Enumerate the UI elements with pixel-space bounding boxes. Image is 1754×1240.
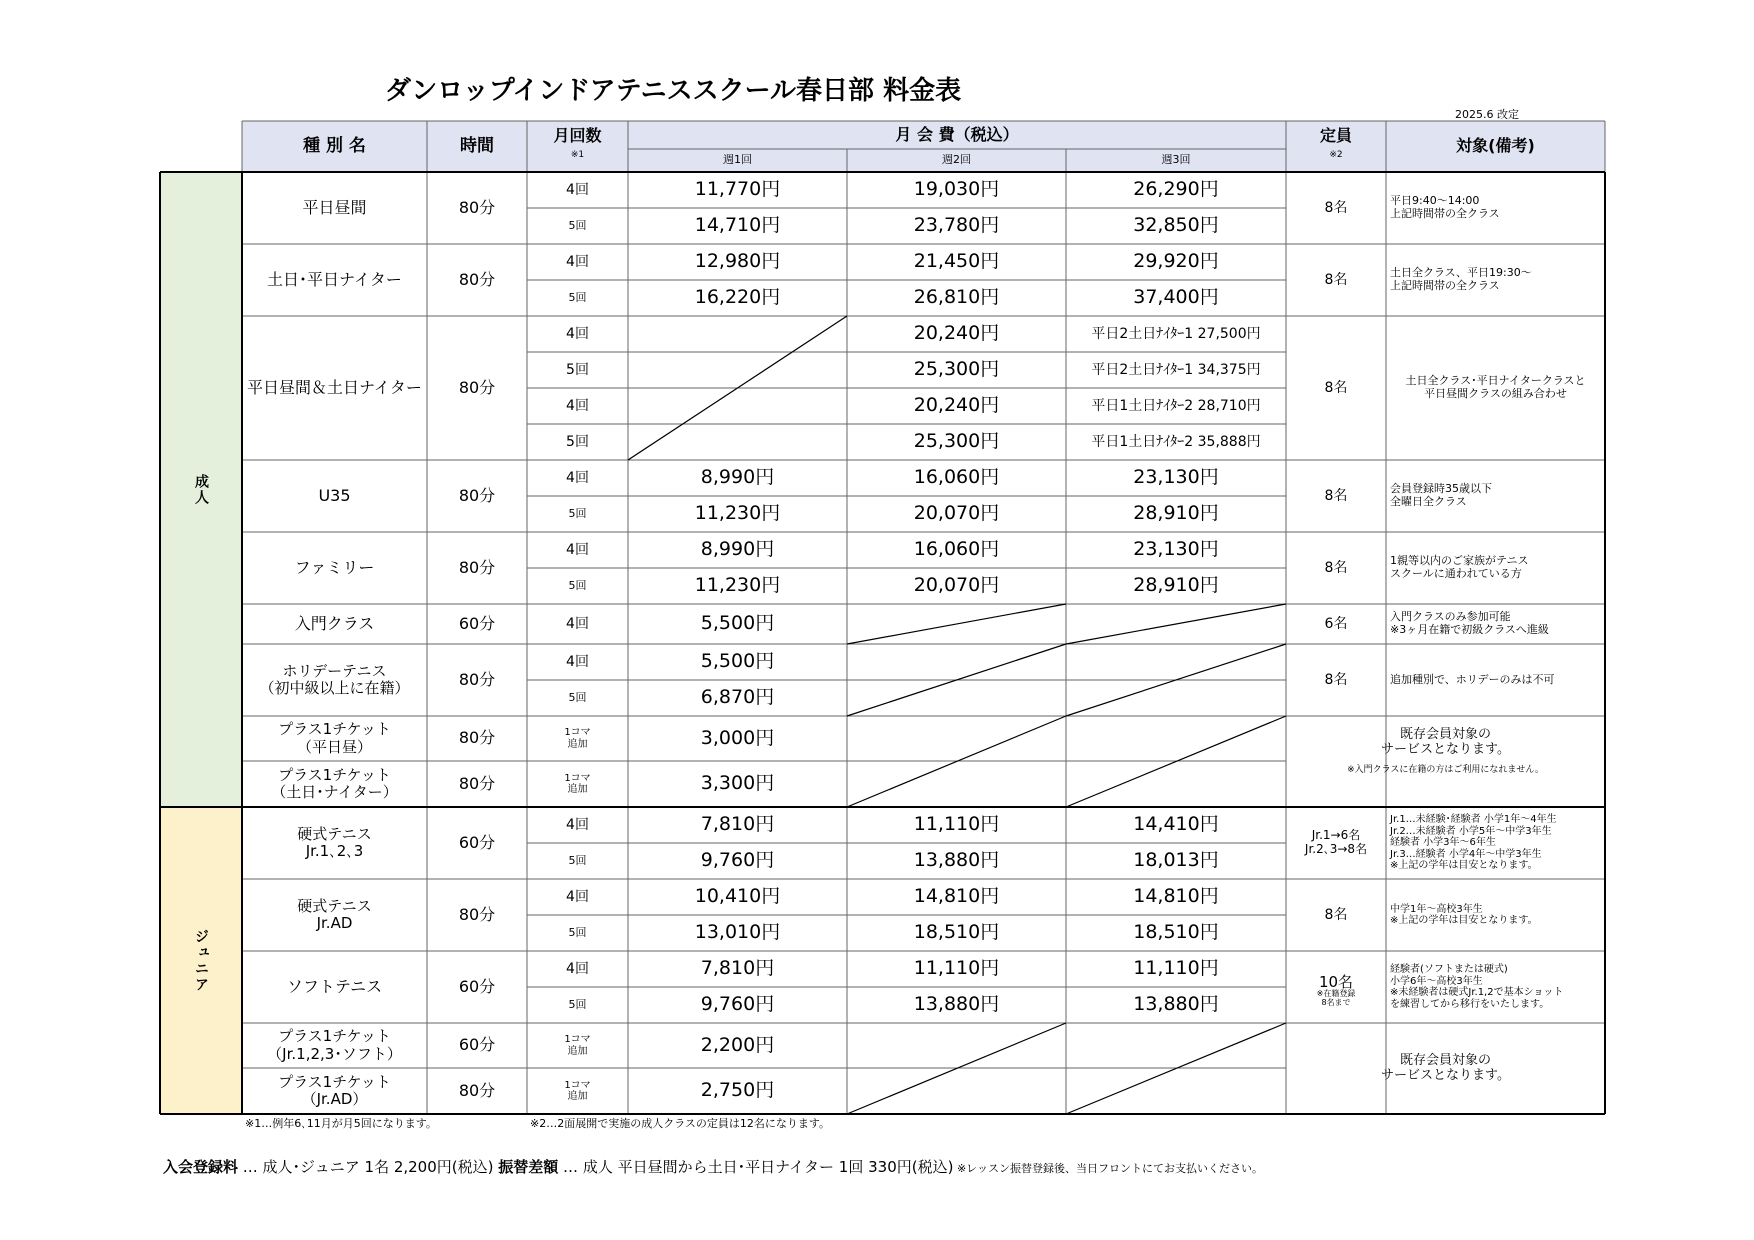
fee-w3: 平日2土日ﾅｲﾀｰ1 34,375円 — [1091, 361, 1261, 378]
fee-w1: 11,230円 — [694, 574, 781, 597]
row-name: プラス1チケット （Jr.1,2,3･ソフト） — [267, 1027, 402, 1063]
fee-w2: 26,810円 — [913, 286, 1000, 309]
fee-w2: 13,880円 — [913, 993, 1000, 1016]
fee-w3: 14,810円 — [1133, 885, 1219, 908]
fee-w1: 8,990円 — [700, 538, 775, 561]
row-capacity: 8名 — [1324, 906, 1348, 923]
row-count: 4回 — [566, 397, 589, 414]
row-name: 平日昼間 — [302, 197, 367, 217]
fee-w2: 11,110円 — [913, 813, 1000, 836]
row-note: 会員登録時35歳以下 全曜日全クラス — [1390, 482, 1492, 508]
fee-w2: 25,300円 — [913, 430, 1000, 453]
fee-w2: 20,240円 — [913, 322, 1000, 345]
fee-w1: 5,500円 — [700, 612, 775, 635]
entry-fee-text: … 成人･ジュニア 1名 2,200円(税込) — [238, 1158, 494, 1176]
fee-w3: 32,850円 — [1133, 214, 1219, 237]
row-count: 4回 — [566, 253, 589, 270]
row-capacity: 8名 — [1324, 671, 1348, 688]
fee-w1: 8,990円 — [700, 466, 775, 489]
fee-w3: 23,130円 — [1133, 466, 1219, 489]
header-capacity-note: ※2 — [1329, 149, 1343, 160]
header-target: 対象(備考) — [1456, 136, 1535, 156]
row-count: 1コマ 追加 — [564, 1034, 591, 1057]
fee-w1: 16,220円 — [694, 286, 781, 309]
row-note: 平日9:40～14:00 上記時間帯の全クラス — [1390, 194, 1500, 220]
header-time: 時間 — [460, 135, 494, 156]
section-junior: ジュニア — [193, 928, 210, 993]
row-note: 土日全クラス、平日19:30～ 上記時間帯の全クラス — [1390, 266, 1532, 292]
row-time: 80分 — [458, 904, 496, 924]
row-count: 1コマ 追加 — [564, 1079, 591, 1102]
row-count: 4回 — [566, 816, 589, 833]
fee-w3: 13,880円 — [1133, 993, 1219, 1016]
row-count: 4回 — [566, 888, 589, 905]
fee-w3: 37,400円 — [1133, 286, 1219, 309]
row-name: ファミリー — [294, 557, 375, 577]
fee-w2: 18,510円 — [913, 921, 1000, 944]
row-note: 追加種別で、ホリデーのみは不可 — [1390, 672, 1555, 686]
transfer-fee-label: 振替差額 — [498, 1158, 559, 1176]
row-count: 5回 — [568, 853, 587, 867]
fee-w3: 平日1土日ﾅｲﾀｰ2 28,710円 — [1091, 397, 1261, 414]
row-name: ソフトテニス — [286, 976, 383, 996]
row-time: 80分 — [458, 197, 496, 217]
row-name: ホリデーテニス （初中級以上に在籍） — [259, 661, 410, 697]
page-title: ダンロップインドアテニススクール春日部 料金表 — [385, 76, 962, 106]
row-name: 硬式テニス Jr.1､2､3 — [297, 824, 372, 860]
header-capacity: 定員 — [1319, 125, 1352, 145]
fee-w3: 14,410円 — [1133, 813, 1219, 836]
fee-w2: 20,070円 — [913, 574, 1000, 597]
header-week3: 週3回 — [1161, 153, 1191, 167]
fee-w3: 29,920円 — [1133, 250, 1219, 273]
row-time: 60分 — [458, 613, 496, 633]
row-count: 4回 — [566, 469, 589, 486]
row-capacity: 6名 — [1324, 615, 1348, 632]
diagonal-na — [1066, 604, 1286, 644]
fee-w1: 6,870円 — [700, 686, 775, 709]
row-count: 1コマ 追加 — [564, 772, 591, 795]
fee-w3: 23,130円 — [1133, 538, 1219, 561]
row-capacity: 8名 — [1324, 199, 1348, 216]
row-count: 4回 — [566, 181, 589, 198]
fee-w2: 20,070円 — [913, 502, 1000, 525]
header-week2: 週2回 — [942, 153, 971, 167]
footnote-2: ※2…2面展開で実施の成人クラスの定員は12名になります。 — [530, 1117, 830, 1130]
row-count: 5回 — [568, 218, 587, 232]
row-note: 経験者(ソフトまたは硬式) 小学6年～高校3年生 ※未経験者は硬式Jr.1,2で基本ショット を練習してから移行をいたします。 — [1390, 964, 1564, 1010]
header-count: 月回数 — [553, 125, 602, 145]
transfer-fee-note: ※レッスン振替登録後、当日フロントにてお支払いください。 — [953, 1162, 1264, 1175]
fee-w1: 14,710円 — [694, 214, 781, 237]
row-name: プラス1チケット （平日昼） — [278, 720, 391, 756]
row-capacity: 8名 — [1324, 379, 1348, 396]
fee-w2: 16,060円 — [913, 466, 1000, 489]
fee-w2: 19,030円 — [913, 178, 1000, 201]
row-count: 4回 — [566, 325, 589, 342]
fee-w3: 11,110円 — [1133, 957, 1219, 980]
row-time: 60分 — [458, 832, 496, 852]
fee-w1: 12,980円 — [694, 250, 781, 273]
transfer-fee-text: … 成人 平日昼間から土日･平日ナイター 1回 330円(税込) — [558, 1158, 954, 1176]
fee-w2: 16,060円 — [913, 538, 1000, 561]
fee-w1: 3,000円 — [700, 726, 775, 749]
row-count: 5回 — [568, 925, 587, 939]
header-fee: 月 会 費（税込） — [895, 124, 1019, 144]
row-time: 80分 — [458, 669, 496, 689]
row-name: プラス1チケット （土日･ナイター） — [271, 765, 398, 801]
fee-w2: 13,880円 — [913, 849, 1000, 872]
row-time: 80分 — [458, 557, 496, 577]
row-note: 土日全クラス･平日ナイタークラスと 平日昼間クラスの組み合わせ — [1405, 374, 1586, 400]
row-count: 1コマ 追加 — [564, 727, 591, 750]
row-time: 60分 — [458, 1035, 496, 1055]
fee-w1: 9,760円 — [700, 993, 775, 1016]
row-count: 5回 — [566, 361, 589, 378]
entry-fee-label: 入会登録料 — [163, 1158, 239, 1176]
row-time: 80分 — [458, 377, 496, 397]
fee-w2: 11,110円 — [913, 957, 1000, 980]
row-count: 5回 — [568, 578, 587, 592]
row-count: 5回 — [568, 290, 587, 304]
row-count: 4回 — [566, 541, 589, 558]
member-note-junior: 既存会員対象の サービスとなります。 — [1381, 1052, 1510, 1083]
header-week1: 週1回 — [723, 153, 752, 167]
fee-w1: 3,300円 — [700, 772, 775, 795]
fee-w2: 23,780円 — [913, 214, 1000, 237]
fee-w1: 10,410円 — [694, 885, 781, 908]
fee-w1: 13,010円 — [694, 921, 781, 944]
row-note: 1親等以内のご家族がテニス スクールに通われている方 — [1390, 554, 1529, 580]
row-name: プラス1チケット （Jr.AD） — [278, 1072, 391, 1108]
row-note: 中学1年～高校3年生 ※上記の学年は目安となります。 — [1390, 903, 1538, 926]
row-time: 80分 — [458, 1080, 496, 1100]
row-name: 土日･平日ナイター — [267, 269, 402, 289]
row-capacity: 8名 — [1324, 271, 1348, 288]
row-capacity: Jr.1→6名 Jr.2､3→8名 — [1304, 828, 1368, 856]
row-note: 入門クラスのみ参加可能 ※3ヶ月在籍で初級クラスへ進級 — [1390, 610, 1549, 636]
bottom-fees — [163, 1156, 1263, 1177]
fee-w3: 平日2土日ﾅｲﾀｰ1 27,500円 — [1091, 325, 1261, 342]
header-count-note: ※1 — [570, 149, 585, 160]
fee-w1: 7,810円 — [700, 813, 775, 836]
row-name: 入門クラス — [294, 613, 375, 633]
row-time: 80分 — [458, 485, 496, 505]
fee-w1: 5,500円 — [700, 650, 775, 673]
row-name: 平日昼間＆土日ナイター — [247, 377, 422, 397]
header-type: 種 別 名 — [303, 135, 366, 156]
fee-w3: 18,013円 — [1133, 849, 1219, 872]
fee-w3: 平日1土日ﾅｲﾀｰ2 35,888円 — [1091, 433, 1261, 450]
row-count: 4回 — [566, 615, 589, 632]
fee-w2: 25,300円 — [913, 358, 1000, 381]
row-time: 80分 — [458, 728, 496, 748]
section-adult: 成人 — [193, 473, 210, 506]
row-time: 80分 — [458, 269, 496, 289]
row-count: 4回 — [566, 960, 589, 977]
row-count: 5回 — [568, 997, 587, 1011]
fee-w1: 2,200円 — [700, 1033, 775, 1056]
row-note: Jr.1…未経験･経験者 小学1年～4年生 Jr.2…未経験者 小学5年～中学3年生 経験者 小学3年～6年生 Jr.3…経験者 小学4年～中学3年生 ※上記の学年は目安となります。 — [1390, 814, 1557, 872]
fee-w3: 28,910円 — [1133, 502, 1219, 525]
fee-w1: 9,760円 — [700, 849, 775, 872]
footnote-1: ※1…例年6､11月が月5回になります。 — [245, 1117, 437, 1130]
row-capacity: 8名 — [1324, 487, 1348, 504]
fee-w1: 2,750円 — [700, 1079, 775, 1102]
revision-date: 2025.6 改定 — [1455, 108, 1519, 121]
row-count: 5回 — [568, 506, 587, 520]
fee-w2: 14,810円 — [913, 885, 1000, 908]
row-time: 80分 — [458, 773, 496, 793]
row-count: 5回 — [568, 690, 587, 704]
fee-w2: 21,450円 — [913, 250, 1000, 273]
row-capacity-note: ※在籍登録 8名まで — [1316, 989, 1356, 1008]
row-capacity: 8名 — [1324, 559, 1348, 576]
row-count: 4回 — [566, 653, 589, 670]
diagonal-na — [847, 604, 1066, 644]
row-time: 60分 — [458, 976, 496, 996]
fee-w1: 7,810円 — [700, 957, 775, 980]
member-note-adult-small: ※入門クラスに在籍の方はご利用になれません。 — [1347, 764, 1544, 775]
fee-w1: 11,770円 — [694, 178, 781, 201]
fee-w1: 11,230円 — [694, 502, 781, 525]
row-capacity: 10名 — [1318, 972, 1354, 991]
fee-w3: 18,510円 — [1133, 921, 1219, 944]
fee-w3: 26,290円 — [1133, 178, 1219, 201]
member-note-adult: 既存会員対象の サービスとなります。 — [1381, 727, 1510, 758]
row-name: 硬式テニス Jr.AD — [297, 896, 372, 932]
fee-w3: 28,910円 — [1133, 574, 1219, 597]
row-count: 5回 — [566, 433, 589, 450]
fee-w2: 20,240円 — [913, 394, 1000, 417]
row-name: U35 — [318, 485, 351, 505]
